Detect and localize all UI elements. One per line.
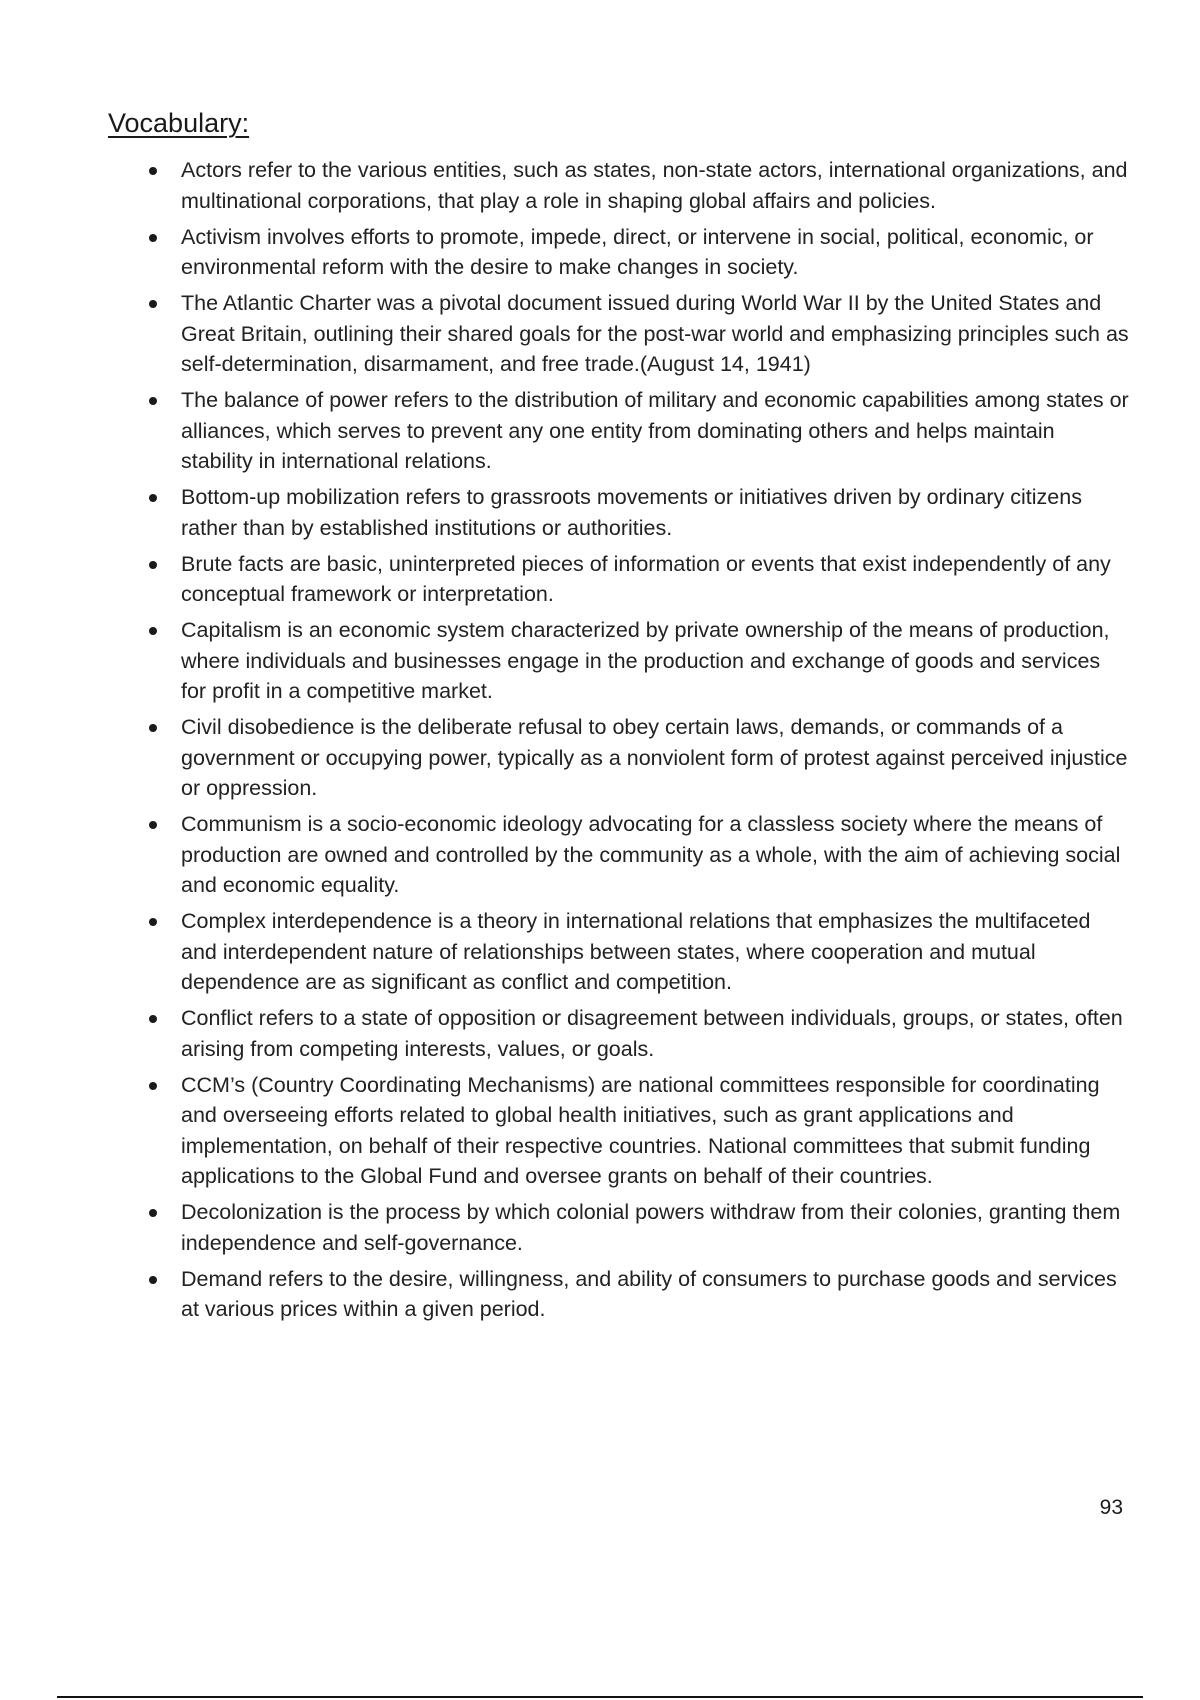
bullet-icon xyxy=(149,1276,157,1284)
vocab-item xyxy=(0,712,1200,804)
bullet-icon xyxy=(149,918,157,926)
vocab-item xyxy=(0,1003,1200,1064)
vocab-item xyxy=(0,222,1200,283)
vocab-item xyxy=(0,1197,1200,1258)
vocab-item xyxy=(0,906,1200,998)
vocab-item-text: Decolonization is the process by which colonial powers withdraw from their colonies, granting them independence and self-governance. xyxy=(181,1200,1121,1255)
vocab-item-text: CCM’s (Country Coordinating Mechanisms) are national committees responsible for coordinating and overseeing efforts related to global health initiatives, such as grant applications and implementation, on behalf of their respective countries. National committees that submit funding applications to the Global Fund and oversee grants on behalf of their countries. xyxy=(181,1072,1100,1188)
section-heading: Vocabulary: xyxy=(108,108,250,138)
vocab-item-text: Civil disobedience is the deliberate refusal to obey certain laws, demands, or commands of a government or occupying power, typically as a nonviolent form of protest against perceived injustice or oppression. xyxy=(181,715,1128,800)
bullet-icon xyxy=(149,724,157,732)
vocab-item xyxy=(0,385,1200,477)
bullet-icon xyxy=(149,821,157,829)
vocab-item-text: Brute facts are basic, uninterpreted pieces of information or events that exist independently of any conceptual framework or interpretation. xyxy=(181,551,1111,606)
bullet-icon xyxy=(149,234,157,242)
vocab-item xyxy=(0,1264,1200,1325)
vocab-item-text: Complex interdependence is a theory in international relations that emphasizes the multifaceted and interdependent nature of relationships between states, where cooperation and mutual dependence are as significant as conflict and competition. xyxy=(181,909,1091,994)
vocab-item xyxy=(0,549,1200,610)
vocab-item-text: Demand refers to the desire, willingness, and ability of consumers to purchase goods and services at various prices within a given period. xyxy=(181,1266,1117,1321)
bullet-icon xyxy=(149,300,157,308)
bullet-icon xyxy=(149,1209,157,1217)
page-divider xyxy=(57,1696,1143,1698)
bullet-icon xyxy=(149,1082,157,1090)
bullet-icon xyxy=(149,494,157,502)
vocab-item-text: Actors refer to the various entities, such as states, non-state actors, international organizations, and multinational corporations, that play a role in shaping global affairs and policies. xyxy=(181,158,1128,213)
vocab-item xyxy=(0,1070,1200,1192)
vocab-item-text: The Atlantic Charter was a pivotal document issued during World War II by the United States and Great Britain, outlining their shared goals for the post-war world and emphasizing principles such as self-determination, disarmament, and free trade.(August 14, 1941) xyxy=(181,291,1129,376)
vocab-item-text: Conflict refers to a state of opposition or disagreement between individuals, groups, or states, often arising from competing interests, values, or goals. xyxy=(181,1006,1123,1061)
bullet-icon xyxy=(149,561,157,569)
bullet-icon xyxy=(149,1015,157,1023)
vocab-item xyxy=(0,809,1200,901)
vocab-item-text: Bottom-up mobilization refers to grassroots movements or initiatives driven by ordinary citizens rather than by established institutions or authorities. xyxy=(181,485,1082,540)
bullet-icon xyxy=(149,397,157,405)
vocab-item-text: The balance of power refers to the distribution of military and economic capabilities among states or alliances, which serves to prevent any one entity from dominating others and helps maintain stability in international relations. xyxy=(181,388,1129,473)
bullet-icon xyxy=(149,167,157,175)
bullet-icon xyxy=(149,627,157,635)
vocab-item-text: Activism involves efforts to promote, impede, direct, or intervene in social, political, economic, or environmental reform with the desire to make changes in society. xyxy=(181,224,1094,279)
vocab-item xyxy=(0,288,1200,380)
page-number: 93 xyxy=(1099,1496,1123,1519)
vocabulary-list xyxy=(0,155,1200,1330)
vocab-item-text: Capitalism is an economic system characterized by private ownership of the means of production, where individuals and businesses engage in the production and exchange of goods and services for profit in a competitive market. xyxy=(181,618,1110,703)
vocab-item-text: Communism is a socio-economic ideology advocating for a classless society where the means of production are owned and controlled by the community as a whole, with the aim of achieving social and economic equality. xyxy=(181,812,1121,897)
vocab-item xyxy=(0,155,1200,216)
vocab-item xyxy=(0,615,1200,707)
vocab-item xyxy=(0,482,1200,543)
